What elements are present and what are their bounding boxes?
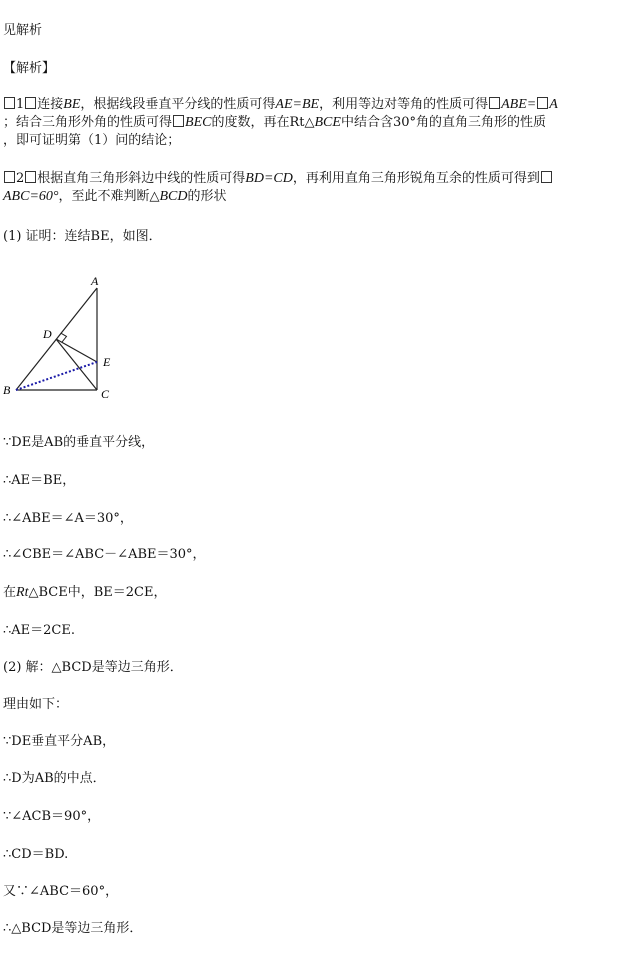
angle-placeholder-box xyxy=(173,115,184,127)
proof-2-line: ∴CD＝BD. xyxy=(3,847,69,862)
proof-1-line: ∴∠CBE＝∠ABC－∠ABE＝30°， xyxy=(3,547,206,562)
proof-1-line-rt: 在Rt△BCE中，BE＝2CE， xyxy=(3,585,167,600)
triangle-figure xyxy=(0,268,125,408)
proof-2-line: 又∵∠ABC＝60°， xyxy=(3,884,119,899)
segment-dc xyxy=(56,339,97,390)
proof-2-heading: (2) 解：△BCD是等边三角形． xyxy=(3,660,183,675)
angle-placeholder-box xyxy=(489,97,500,109)
proof-1-line: ∴∠ABE＝∠A＝30°， xyxy=(3,511,133,526)
placeholder-box xyxy=(25,171,36,183)
proof-1-heading: (1) 证明：连结BE，如图． xyxy=(3,229,162,244)
proof-2-line: ∵DE垂直平分AB， xyxy=(3,734,116,749)
label-b: B xyxy=(3,383,11,397)
section-label: 【解析】 xyxy=(3,61,56,76)
right-angle-mark xyxy=(61,333,67,342)
placeholder-box xyxy=(25,97,36,109)
angle-placeholder-box xyxy=(541,171,552,183)
label-e: E xyxy=(103,355,111,369)
proof-1-conclusion: ∴AE＝2CE. xyxy=(3,623,75,638)
placeholder-box xyxy=(4,97,15,109)
proof-2-reason: 理由如下： xyxy=(3,697,69,712)
label-c: C xyxy=(101,387,110,401)
proof-2-conclusion: ∴△BCD是等边三角形． xyxy=(3,921,143,936)
proof-2-line: ∵∠ACB＝90°， xyxy=(3,809,101,824)
placeholder-box xyxy=(4,171,15,183)
proof-1-line: ∴AE＝BE， xyxy=(3,473,76,488)
proof-2-line: ∴D为AB的中点． xyxy=(3,771,106,786)
segment-be-dotted xyxy=(16,362,97,390)
label-d: D xyxy=(43,327,52,341)
proof-1-line: ∵DE是AB的垂直平分线， xyxy=(3,435,155,450)
angle-placeholder-box xyxy=(537,97,548,109)
answer-title: 见解析 xyxy=(3,23,43,38)
label-a: A xyxy=(91,274,99,288)
